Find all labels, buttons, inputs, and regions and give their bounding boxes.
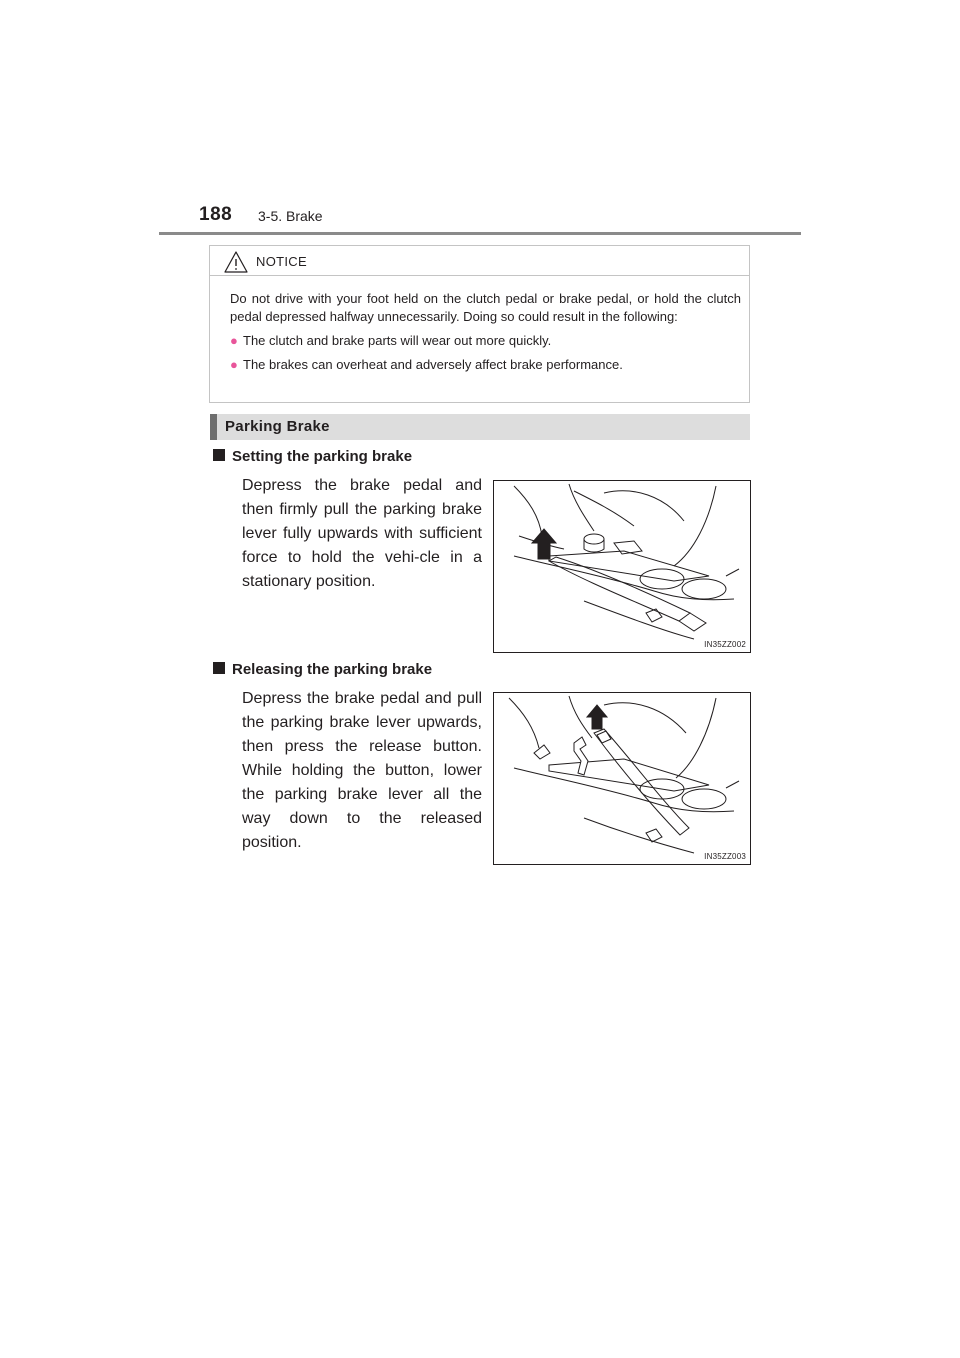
notice-title: NOTICE [256, 254, 307, 269]
section-title: Parking Brake [225, 418, 330, 435]
setting-parking-brake-illustration [493, 480, 751, 653]
notice-intro: Do not drive with your foot held on the clutch pedal or brake pedal, or hold the clutch pedal depressed halfway unnecessarily. Doing so could result in the following: [230, 291, 741, 324]
square-bullet-icon [213, 449, 225, 461]
square-bullet-icon [213, 662, 225, 674]
notice-bullet-text: The brakes can overheat and adversely affect brake performance. [243, 357, 623, 372]
releasing-text: Depress the brake pedal and pull the parking brake lever upwards, then press the release button. While holding the button, lower the parking brake lever all the way down to the released position. [242, 690, 482, 851]
notice-body [230, 290, 741, 374]
warning-triangle-icon [224, 251, 248, 273]
notice-header [210, 246, 749, 276]
header-divider [159, 232, 801, 235]
notice-bullet [230, 332, 741, 350]
figure-code: IN35ZZ003 [704, 852, 746, 861]
parking-brake-setting-drawing [494, 481, 750, 652]
bullet-dot-icon: ● [230, 333, 238, 348]
bullet-dot-icon: ● [230, 357, 238, 372]
notice-bullet-text: The clutch and brake parts will wear out more quickly. [243, 333, 552, 348]
section-label: 3-5. Brake [258, 208, 323, 224]
releasing-heading-text: Releasing the parking brake [232, 661, 433, 678]
page-number: 188 [199, 204, 233, 225]
notice-box [209, 245, 750, 403]
releasing-parking-brake-illustration [493, 692, 751, 865]
setting-text: Depress the brake pedal and then firmly pull the parking brake lever fully upwards with sufficient force to hold the vehi-cle in a stationary position. [242, 477, 482, 590]
setting-heading [213, 448, 412, 465]
parking-brake-releasing-drawing [494, 693, 750, 864]
section-heading [210, 414, 750, 440]
figure-code: IN35ZZ002 [704, 640, 746, 649]
releasing-heading [213, 661, 432, 678]
setting-heading-text: Setting the parking brake [232, 448, 413, 465]
notice-bullet [230, 356, 741, 374]
section-heading-bar [210, 414, 217, 440]
